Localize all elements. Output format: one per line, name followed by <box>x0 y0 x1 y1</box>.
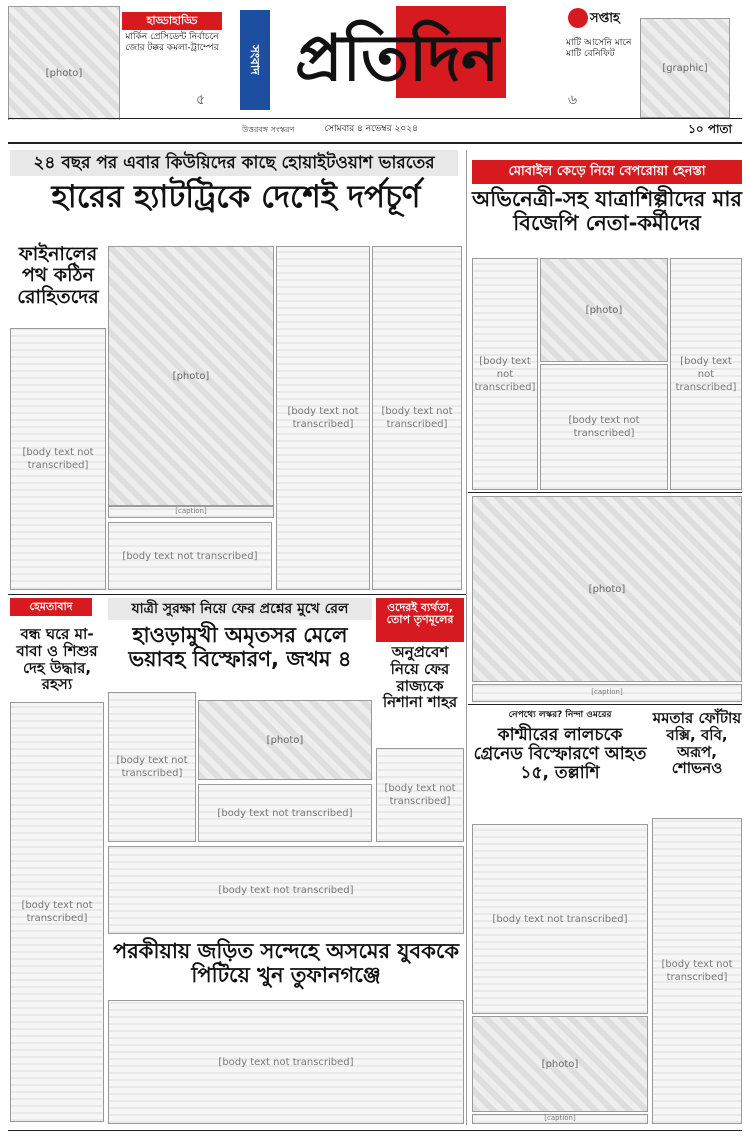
kashmir-photo-caption: [caption] <box>472 1114 648 1124</box>
kashmir-photo: [photo] <box>472 1016 648 1112</box>
dateline-rule <box>8 142 742 144</box>
lead-body-text-3: [body text not transcribed] <box>108 522 272 590</box>
right-promo-text: মাটি আসেনি মানে মাটি বেনিফিট <box>566 38 632 60</box>
section-rule-right <box>468 492 742 493</box>
kolkata-photo: [photo] <box>540 258 668 362</box>
middle-body-text: [body text not transcribed] <box>108 846 464 934</box>
dateline-pages: ১০ পাতা <box>688 122 732 137</box>
election-candidates-photo: [photo] <box>8 6 120 140</box>
rail-body-text-2: [body text not transcribed] <box>198 784 372 842</box>
kolkata-headline: অভিনেত্রী-সহ যাত্রাশিল্পীদের মার বিজেপি নেতা-কর্মীদের <box>472 187 742 235</box>
column-rule-center <box>466 150 467 1125</box>
lead-kicker: ২৪ বছর পর এবার কিউয়িদের কাছে হোয়াইটওয়াশ ভারতের <box>10 150 458 176</box>
kolkata-body-text-2: [body text not transcribed] <box>540 364 668 490</box>
kolkata-kicker: মোবাইল কেড়ে নিয়ে বেপরোয়া হেনস্তা <box>472 160 742 184</box>
kashmir-kicker: নেপথ্যে লস্কর? নিন্দা ওমরের <box>508 710 612 720</box>
section-rule-right-2 <box>468 704 742 705</box>
dateline-edition: উত্তরবঙ্গ সংস্করণ <box>242 124 295 134</box>
bhai-phonta-photo: [photo] <box>472 496 742 682</box>
rail-body-text-1: [body text not transcribed] <box>108 692 196 842</box>
right-promo-brand: সপ্তাহ <box>590 11 620 26</box>
dateline-date: সোমবার ৪ নভেম্বর ২০২৪ <box>324 124 418 135</box>
side-headline: ফাইনালের পথ কঠিন রোহিতদের <box>17 243 99 308</box>
lead-body-text-2: [body text not transcribed] <box>372 246 462 590</box>
bottom-headline: পরকীয়ায় জড়িত সন্দেহে অসমের যুবককে পিটিয়ে খুন তুফানগঞ্জে <box>112 939 460 987</box>
right-promo-logo <box>568 8 588 28</box>
shah-kicker: ওদেরই ব্যর্থতা, তোপ তৃণমূলের <box>376 598 464 642</box>
masthead-title: প্রতিদিন <box>294 21 500 96</box>
left-promo-text: মার্কিন প্রেসিডেন্ট নির্বাচনে জোর টক্কর কমলা-ট্রাম্পের <box>125 32 219 54</box>
masthead-side-box: সংবাদ <box>240 10 270 110</box>
cricket-photo-caption: [caption] <box>108 506 274 518</box>
hemtabad-body-text: [body text not transcribed] <box>10 702 104 1122</box>
kolkata-body-text-3: [body text not transcribed] <box>670 258 742 490</box>
kolkata-body-text-1: [body text not transcribed] <box>472 258 538 490</box>
shah-headline: অনুপ্রবেশ নিয়ে ফের রাজ্যকে নিশানা শাহর <box>382 643 458 712</box>
hemtabad-label: হেমতাবাদ <box>10 598 92 616</box>
masthead-rule <box>8 118 742 119</box>
lead-body-text-1: [body text not transcribed] <box>276 246 370 590</box>
hemtabad-headline: বন্ধ ঘরে মা-বাবা ও শিশুর দেহ উদ্ধার, রহস্য <box>16 625 98 694</box>
right-promo-page: ৬ <box>568 92 578 108</box>
left-promo-page: ৫ <box>196 92 206 108</box>
mamata-body-text: [body text not transcribed] <box>652 818 742 1124</box>
bottom-body-text: [body text not transcribed] <box>108 1000 464 1124</box>
footer-rule <box>8 1130 742 1131</box>
dateline-strip <box>8 120 742 140</box>
mamata-headline: মমতার ফোঁটায় বক্সি, ববি, অরূপ, শোভনও <box>652 709 742 778</box>
rail-kicker: যাত্রী সুরক্ষা নিয়ে ফের প্রশ্নের মুখে রেল <box>108 598 372 620</box>
cricket-photo: [photo] <box>108 246 274 506</box>
side-column-body-text: [body text not transcribed] <box>10 328 106 590</box>
section-rule-mid <box>8 594 466 595</box>
kashmir-headline: কাশ্মীরের লালচকে গ্রেনেড বিস্ফোরণে আহত ১৫, তল্লাশি <box>473 725 647 784</box>
kashmir-body-text: [body text not transcribed] <box>472 824 648 1014</box>
pie-chart-graphic: [graphic] <box>640 18 730 118</box>
rail-headline: হাওড়ামুখী অমৃতসর মেলে ভয়াবহ বিস্ফোরণ, জখম ৪ <box>128 623 352 671</box>
rail-photo: [photo] <box>198 700 372 780</box>
lead-headline: হারের হ্যাটট্রিকে দেশেই দর্পচূর্ণ <box>51 179 421 215</box>
bhai-phonta-caption: [caption] <box>472 684 742 702</box>
left-promo-label: হাড্ডাহাড্ডি <box>122 12 222 30</box>
shah-body-text: [body text not transcribed] <box>376 748 464 842</box>
